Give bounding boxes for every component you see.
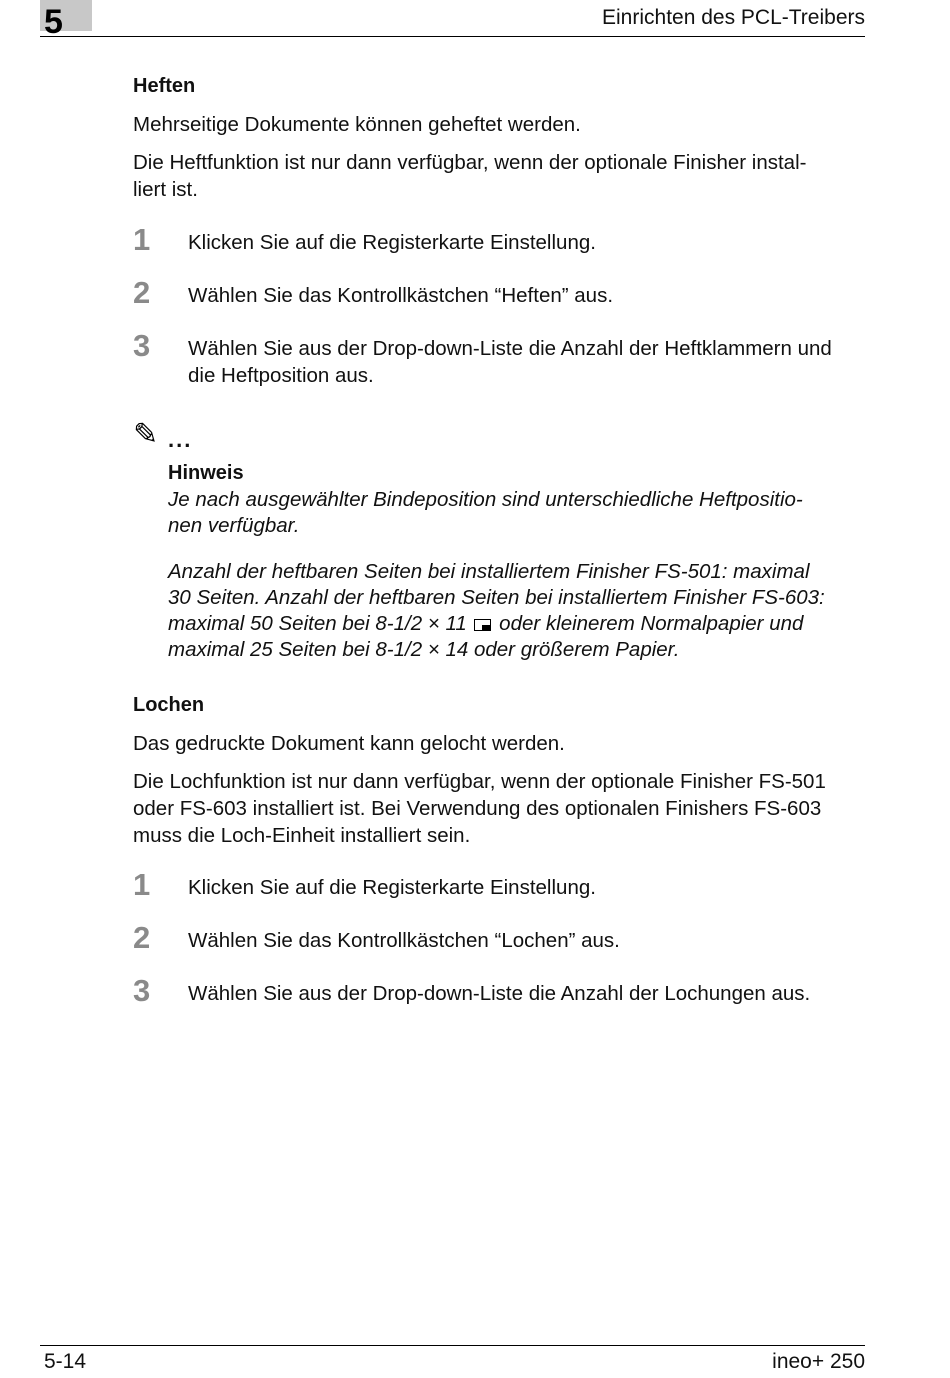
heften-step-2-number: 2 [133,275,151,310]
lochen-step-1-number: 1 [133,867,151,902]
lochen-heading: Lochen [133,694,205,716]
header-divider [40,36,865,37]
heften-step-3-number: 3 [133,328,151,363]
heften-step-3-text-line-1: Wählen Sie aus der Drop-down-Liste die Anzahl der Heftklammern und [188,337,832,360]
lochen-paragraph-2-line-3: muss die Loch-Einheit installiert sein. [133,824,471,847]
note-line-3-part-b: oder kleinerem Normalpapier und [499,612,804,635]
lochen-step-3-number: 3 [133,973,151,1008]
note-paragraph-2-line-3 [168,611,868,638]
heften-step-3-text-line-2: die Heftposition aus. [188,364,374,387]
lochen-paragraph-1: Das gedruckte Dokument kann gelocht werden. [133,732,565,755]
heften-step-1-text: Klicken Sie auf die Registerkarte Einstellung. [188,231,596,254]
chapter-number: 5 [44,3,63,41]
pencil-icon: ✎ [133,418,159,451]
note-ellipsis: ... [168,427,193,452]
lochen-paragraph-2-line-2: oder FS-603 installiert ist. Bei Verwendung des optionalen Finishers FS-603 [133,797,822,820]
running-header-title: Einrichten des PCL-Treibers [602,6,865,29]
note-paragraph-1-line-1: Je nach ausgewählter Bindeposition sind unterschiedliche Heftpositio- [168,488,803,511]
note-line-3-part-a: maximal 50 Seiten bei 8-1/2 × 11 [168,612,467,635]
footer-divider [40,1345,865,1346]
note-paragraph-2-line-2: 30 Seiten. Anzahl der heftbaren Seiten bei installiertem Finisher FS-603: [168,586,825,609]
heften-heading: Heften [133,75,196,97]
heften-paragraph-2-line-1: Die Heftfunktion ist nur dann verfügbar, wenn der optionale Finisher instal- [133,151,807,174]
note-paragraph-2-line-4: maximal 25 Seiten bei 8-1/2 × 14 oder größerem Papier. [168,638,680,661]
lochen-step-1-text: Klicken Sie auf die Registerkarte Einstellung. [188,876,596,899]
lochen-step-3-text: Wählen Sie aus der Drop-down-Liste die Anzahl der Lochungen aus. [188,982,811,1005]
heften-paragraph-1: Mehrseitige Dokumente können geheftet werden. [133,113,581,136]
note-paragraph-2-line-1: Anzahl der heftbaren Seiten bei installiertem Finisher FS-501: maximal [168,560,810,583]
heften-step-1-number: 1 [133,222,151,257]
paper-orientation-icon [474,619,491,631]
product-name: ineo+ 250 [772,1350,865,1373]
lochen-paragraph-2-line-1: Die Lochfunktion ist nur dann verfügbar, wenn der optionale Finisher FS-501 [133,770,826,793]
note-title: Hinweis [168,462,244,484]
heften-paragraph-2-line-2: liert ist. [133,178,198,201]
page-number: 5-14 [44,1350,87,1373]
note-paragraph-1-line-2: nen verfügbar. [168,514,300,537]
heften-step-2-text: Wählen Sie das Kontrollkästchen “Heften” aus. [188,284,614,307]
lochen-step-2-text: Wählen Sie das Kontrollkästchen “Lochen” aus. [188,929,620,952]
lochen-step-2-number: 2 [133,920,151,955]
